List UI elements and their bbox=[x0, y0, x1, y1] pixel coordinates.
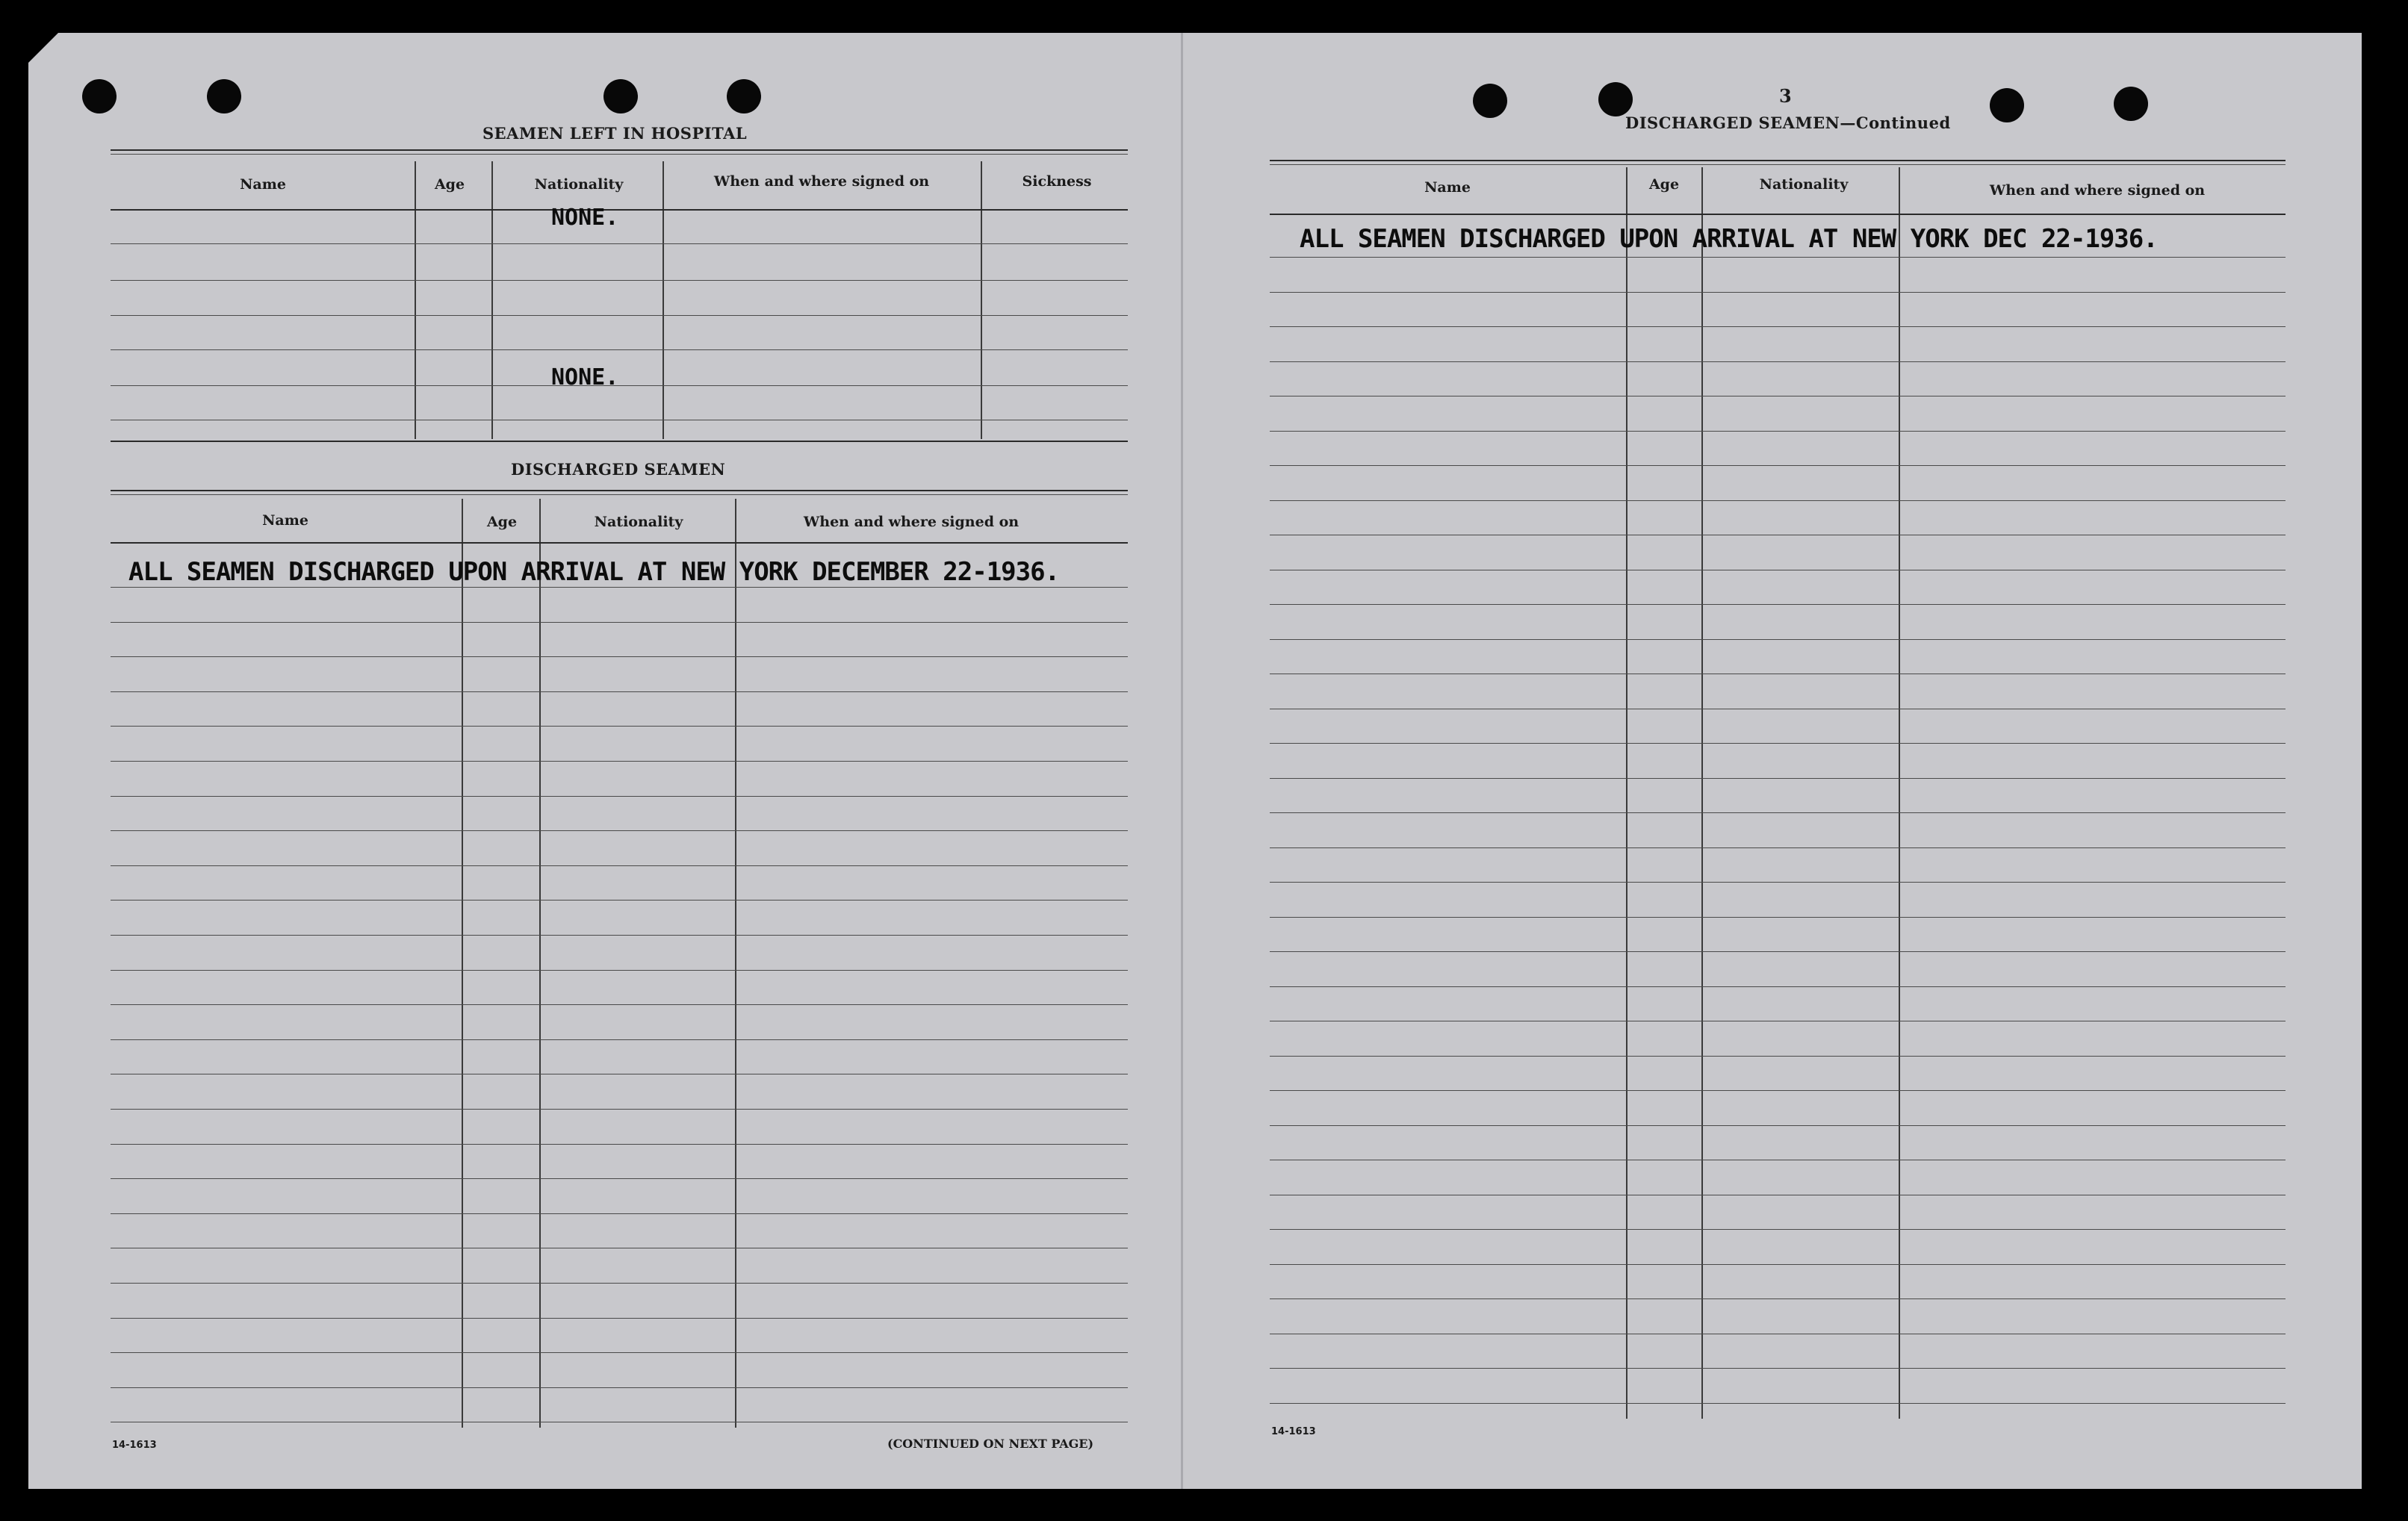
table-rule bbox=[111, 441, 1128, 442]
punch-hole bbox=[1990, 88, 2024, 122]
row-rule bbox=[1270, 431, 2286, 432]
column-header-age: Age bbox=[434, 176, 465, 193]
punch-hole bbox=[2114, 87, 2148, 121]
row-rule bbox=[111, 900, 1128, 901]
table-rule bbox=[111, 542, 1128, 544]
column-divider bbox=[981, 161, 982, 439]
table-rule bbox=[111, 154, 1128, 155]
table-rule bbox=[111, 149, 1128, 151]
row-rule bbox=[111, 830, 1128, 831]
column-header-signed-on: When and where signed on bbox=[1989, 182, 2206, 199]
punch-hole bbox=[82, 79, 117, 113]
column-divider bbox=[1626, 167, 1627, 1419]
column-header-nationality: Nationality bbox=[594, 514, 683, 530]
column-divider bbox=[1899, 167, 1900, 1419]
row-rule bbox=[111, 865, 1128, 866]
row-rule bbox=[1270, 1229, 2286, 1230]
table-rule bbox=[1270, 160, 2286, 161]
row-rule bbox=[111, 1352, 1128, 1353]
punch-hole bbox=[207, 79, 241, 113]
row-rule bbox=[111, 622, 1128, 623]
row-rule bbox=[111, 656, 1128, 657]
column-header-signed-on: When and where signed on bbox=[803, 514, 1020, 530]
table-rule bbox=[111, 385, 1128, 386]
row-rule bbox=[111, 1178, 1128, 1179]
typed-entry-none: NONE. bbox=[551, 364, 619, 391]
row-rule bbox=[1270, 1264, 2286, 1265]
typed-entry-none: NONE. bbox=[551, 205, 619, 231]
row-rule bbox=[1270, 257, 2286, 258]
row-rule bbox=[111, 691, 1128, 692]
row-rule bbox=[1270, 812, 2286, 813]
row-rule bbox=[111, 1387, 1128, 1388]
row-rule bbox=[1270, 847, 2286, 848]
row-rule bbox=[1270, 1056, 2286, 1057]
typed-entry-discharged: ALL SEAMEN DISCHARGED UPON ARRIVAL AT NEW YORK DEC 22-1936. bbox=[1300, 224, 2158, 254]
table-rule bbox=[1270, 214, 2286, 215]
row-rule bbox=[1270, 1368, 2286, 1369]
table-rule bbox=[111, 349, 1128, 350]
row-rule bbox=[111, 970, 1128, 971]
row-rule bbox=[1270, 1298, 2286, 1299]
punch-hole bbox=[727, 79, 761, 113]
table-rule bbox=[111, 280, 1128, 281]
row-rule bbox=[1270, 1090, 2286, 1091]
row-rule bbox=[111, 726, 1128, 727]
row-rule bbox=[111, 1318, 1128, 1319]
row-rule bbox=[1270, 500, 2286, 501]
form-number: 14-1613 bbox=[1271, 1426, 1316, 1437]
column-header-age: Age bbox=[486, 514, 518, 530]
row-rule bbox=[111, 587, 1128, 588]
row-rule bbox=[111, 1144, 1128, 1145]
continued-note: (CONTINUED ON NEXT PAGE) bbox=[887, 1437, 1094, 1451]
row-rule bbox=[1270, 882, 2286, 883]
row-rule bbox=[111, 1213, 1128, 1214]
column-header-nationality: Nationality bbox=[534, 176, 624, 193]
column-header-sickness: Sickness bbox=[1022, 173, 1092, 190]
column-header-signed-on: When and where signed on bbox=[713, 173, 930, 190]
table-rule bbox=[111, 494, 1128, 495]
table-rule bbox=[1270, 164, 2286, 165]
row-rule bbox=[1270, 743, 2286, 744]
row-rule bbox=[111, 1004, 1128, 1005]
column-divider bbox=[662, 161, 664, 439]
table-rule bbox=[111, 243, 1128, 244]
typed-entry-discharged: ALL SEAMEN DISCHARGED UPON ARRIVAL AT NEW YORK DECEMBER 22-1936. bbox=[128, 557, 1060, 587]
row-rule bbox=[1270, 1125, 2286, 1126]
discharged-section-title: DISCHARGED SEAMEN bbox=[511, 460, 726, 479]
row-rule bbox=[1270, 951, 2286, 952]
table-rule bbox=[111, 315, 1128, 316]
row-rule bbox=[1270, 917, 2286, 918]
row-rule bbox=[111, 1109, 1128, 1110]
row-rule bbox=[111, 1283, 1128, 1284]
row-rule bbox=[111, 796, 1128, 797]
row-rule bbox=[1270, 326, 2286, 327]
column-header-nationality: Nationality bbox=[1759, 176, 1849, 193]
row-rule bbox=[111, 1039, 1128, 1040]
column-header-name: Name bbox=[262, 512, 308, 529]
page-fold bbox=[1181, 33, 1183, 1489]
column-divider bbox=[539, 499, 541, 1428]
row-rule bbox=[1270, 986, 2286, 987]
row-rule bbox=[1270, 292, 2286, 293]
row-rule bbox=[111, 761, 1128, 762]
column-divider bbox=[462, 499, 463, 1428]
row-rule bbox=[111, 935, 1128, 936]
row-rule bbox=[1270, 778, 2286, 779]
form-number: 14-1613 bbox=[112, 1440, 157, 1451]
row-rule bbox=[1270, 604, 2286, 605]
row-rule bbox=[1270, 639, 2286, 640]
row-rule bbox=[1270, 1403, 2286, 1404]
page-number: 3 bbox=[1779, 85, 1793, 107]
hospital-section-title: SEAMEN LEFT IN HOSPITAL bbox=[482, 124, 748, 143]
column-header-name: Name bbox=[1424, 179, 1471, 196]
table-rule bbox=[111, 490, 1128, 491]
column-header-age: Age bbox=[1648, 176, 1680, 193]
punch-hole bbox=[603, 79, 638, 113]
row-rule bbox=[1270, 465, 2286, 466]
column-divider bbox=[1701, 167, 1703, 1419]
punch-hole bbox=[1473, 84, 1507, 118]
row-rule bbox=[1270, 361, 2286, 362]
column-divider bbox=[491, 161, 493, 439]
continued-section-title: DISCHARGED SEAMEN—Continued bbox=[1625, 113, 1951, 132]
column-divider bbox=[735, 499, 736, 1428]
table-rule bbox=[111, 209, 1128, 211]
punch-hole bbox=[1598, 82, 1633, 116]
column-header-name: Name bbox=[240, 176, 286, 193]
column-divider bbox=[415, 161, 416, 439]
